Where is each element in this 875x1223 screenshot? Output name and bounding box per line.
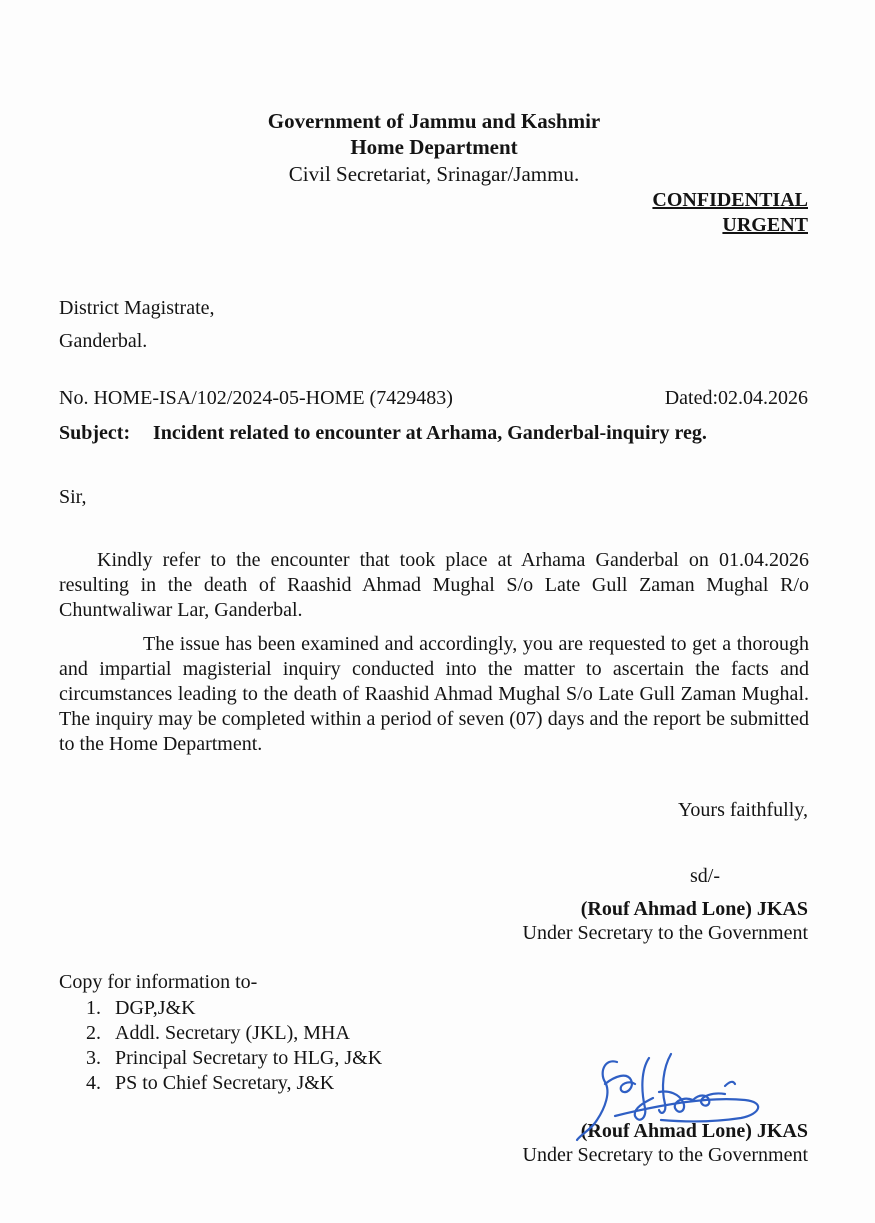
signatory-name: (Rouf Ahmad Lone) JKAS <box>580 898 808 920</box>
signatory-designation: Under Secretary to the Government <box>522 922 808 944</box>
reference-date: Dated:02.04.2026 <box>664 387 808 409</box>
body-paragraph-2: The issue has been examined and accordingly, you are requested to get a thorough and impartial magisterial inquiry conducted into the matter to ascertain the facts and circumstances leading to the death of Raashid Ahmad Mughal S/o Late Gull Zaman Mughal. The inquiry may be completed within a period of seven (07) days and the report be submitted to the Home Department. <box>59 633 809 755</box>
closing-sd: sd/- <box>690 865 720 887</box>
list-number: 2. <box>86 1022 101 1044</box>
subject-label: Subject: <box>59 422 131 444</box>
copy-recipient <box>86 1021 382 1046</box>
copy-heading: Copy for information to- <box>59 971 258 993</box>
copy-recipient <box>86 1071 382 1096</box>
list-number: 4. <box>86 1072 101 1094</box>
copy-recipient <box>86 1046 382 1071</box>
signature-strokes <box>577 1054 758 1140</box>
confidential-marking: CONFIDENTIAL <box>652 189 808 211</box>
recipient-text: PS to Chief Secretary, J&K <box>115 1072 335 1094</box>
recipient-text: Principal Secretary to HLG, J&K <box>115 1047 383 1069</box>
copy-recipient-list <box>86 996 382 1096</box>
reference-number: No. HOME-ISA/102/2024-05-HOME (7429483) <box>59 387 453 409</box>
salutation: Sir, <box>59 486 87 508</box>
final-signatory-name: (Rouf Ahmad Lone) JKAS <box>580 1120 808 1142</box>
body-paragraph-1: Kindly refer to the encounter that took place at Arhama Ganderbal on 01.04.2026 resulting in the death of Raashid Ahmad Mughal S/o Late Gull Zaman Mughal R/o Chuntwaliwar Lar, Ganderbal. <box>59 549 809 621</box>
department-title: Home Department <box>350 135 518 159</box>
urgent-marking: URGENT <box>722 214 808 236</box>
copy-recipient <box>86 996 382 1021</box>
list-number: 3. <box>86 1047 101 1069</box>
list-number: 1. <box>86 997 101 1019</box>
final-signatory-designation: Under Secretary to the Government <box>522 1144 808 1166</box>
subject-text: Incident related to encounter at Arhama, Ganderbal-inquiry reg. <box>153 422 707 444</box>
closing-yours-faithfully: Yours faithfully, <box>677 799 808 821</box>
secretariat-address: Civil Secretariat, Srinagar/Jammu. <box>288 162 580 186</box>
addressee-place: Ganderbal. <box>59 330 148 352</box>
handwritten-signature <box>575 1050 765 1145</box>
recipient-text: Addl. Secretary (JKL), MHA <box>115 1022 350 1044</box>
recipient-text: DGP,J&K <box>115 997 196 1019</box>
government-title: Government of Jammu and Kashmir <box>267 109 601 133</box>
addressee-title: District Magistrate, <box>59 297 215 319</box>
